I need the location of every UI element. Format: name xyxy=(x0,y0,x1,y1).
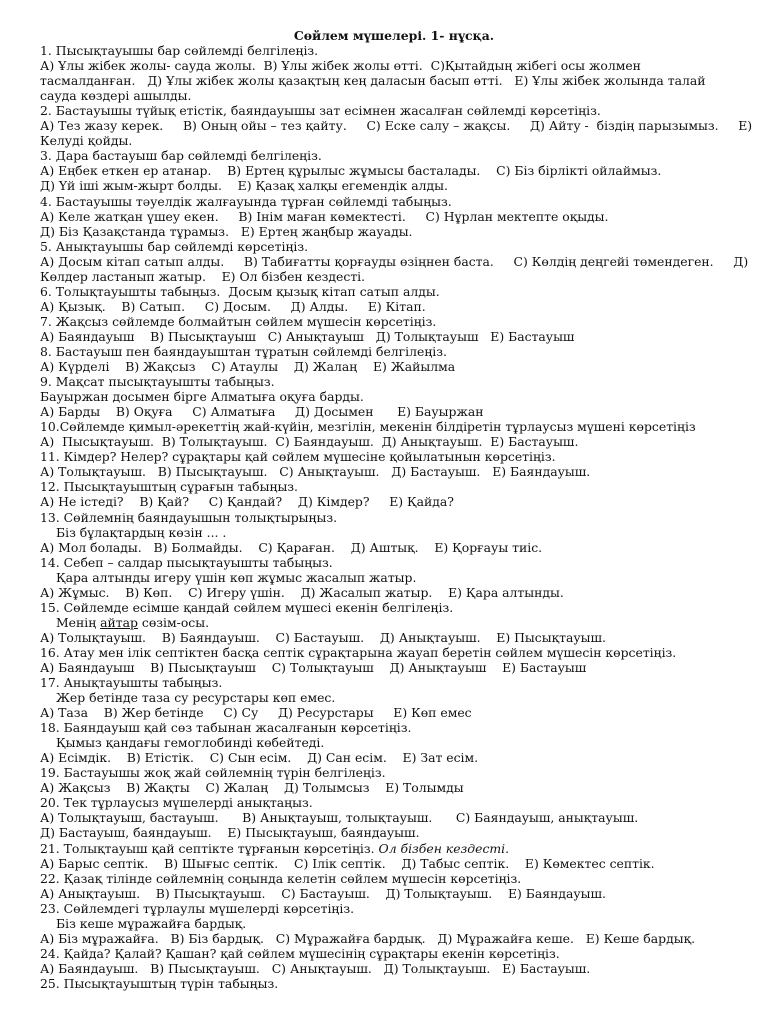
text-line: А) Барды В) Оқуға С) Алматыға Д) Досымен Е) Бауыржан xyxy=(40,404,484,420)
text-line: А) Еңбек еткен ер атанар. В) Ертең құрылыс жұмысы басталады. С) Біз бірлікті ойлаймыз. xyxy=(40,163,662,179)
text-line xyxy=(40,841,748,856)
text-line: А) Келе жатқан үшеу екен. В) Інім маған көмектесті. С) Нұрлан мектепте оқыды. xyxy=(40,208,609,224)
text-line: 6. Толықтауышты табыңыз. Досым қызық кітап сатып алды. xyxy=(40,283,440,299)
text-line: А) Қызық. В) Сатып. С) Досым. Д) Алды. Е) Кітап. xyxy=(40,298,426,314)
example-sentence: Қымыз қандағы гемоглобинді көбейтеді. xyxy=(56,735,325,751)
text-line: А) Есімдік. В) Етістік. С) Сын есім. Д) Сан есім. Е) Зат есім. xyxy=(40,750,479,766)
text-line: 1. Пысықтауышы бар сөйлемді белгілеңіз. xyxy=(40,43,319,59)
example-sentence: Қара алтынды игеру үшін көп жұмыс жасалып жатыр. xyxy=(56,569,417,585)
text-line: 11. Кімдер? Нелер? сұрақтары қай сөйлем мүшесіне қойылатынын көрсетіңіз. xyxy=(40,449,556,465)
text-line: А) Таза В) Жер бетінде С) Су Д) Ресурстары Е) Көп емес xyxy=(40,705,472,721)
text-line: 7. Жақсыз сөйлемде болмайтын сөйлем мүшесін көрсетіңіз. xyxy=(40,313,437,329)
italic-example: Ол бізбен кездесті. xyxy=(378,840,510,856)
text-line: 3. Дара бастауыш бар сөйлемді белгілеңіз. xyxy=(40,148,322,164)
text-line: А) Ұлы жібек жолы- сауда жолы. В) Ұлы жібек жолы өтті. С)Қытайдың жібегі осы жолмен xyxy=(40,58,641,74)
text-line: 4. Бастауышы тәуелдік жалғауында тұрған сөйлемді табыңыз. xyxy=(40,193,452,209)
text-line: 2. Бастауышы түйық етістік, баяндауышы зат есімнен жасалған сөйлемді көрсетіңіз. xyxy=(40,103,601,119)
text-line: 22. Қазақ тілінде сөйлемнің соңында келетін сөйлем мүшесін көрсетіңіз. xyxy=(40,870,522,886)
text-line: А) Толықтауыш. В) Пысықтауыш. С) Анықтауыш. Д) Бастауыш. Е) Баяндауыш. xyxy=(40,464,591,480)
text-line: тасмалданған. Д) Ұлы жібек жолы қазақтың кең даласын басып өтті. Е) Ұлы жібек жолында талай xyxy=(40,73,706,89)
text-line: А) Досым кітап сатып алды. В) Табиғатты қорғауды өзіңнен баста. С) Көлдің деңгейі төмендеген. Д) xyxy=(40,253,749,269)
text-line: А) Баяндауыш В) Пысықтауыш С) Толықтауыш Д) Анықтауыш Е) Бастауыш xyxy=(40,659,587,675)
text-line: 17. Анықтауышты табыңыз. xyxy=(40,675,223,691)
text-line: А) Толықтауыш. В) Баяндауыш. С) Бастауыш. Д) Анықтауыш. Е) Пысықтауыш. xyxy=(40,629,606,645)
text-line: 24. Қайда? Қалай? Қашан? қай сөйлем мүшесінің сұрақтары екенін көрсетіңіз. xyxy=(40,945,560,961)
example-prefix: Менің xyxy=(56,614,101,630)
text-line: А) Мол болады. В) Болмайды. С) Қараған. Д) Аштық. Е) Қорғауы тиіс. xyxy=(40,539,543,555)
example-suffix: сөзім-осы. xyxy=(137,614,210,630)
page-title: Сөйлем мүшелері. 1- нұсқа. xyxy=(293,28,495,43)
text-line: Д) Үй іші жым-жырт болды. Е) Қазақ халқы егемендік алды. xyxy=(40,178,448,194)
text-line: А) Анықтауыш. В) Пысықтауыш. С) Бастауыш. Д) Толықтауыш. Е) Баяндауыш. xyxy=(40,885,606,901)
text-line: А) Баяндауыш. В) Пысықтауыш. С) Анықтауыш. Д) Толықтауыш. Е) Бастауыш. xyxy=(40,960,591,976)
text-line: 13. Сөйлемнің баяндауышын толықтырыңыз. xyxy=(40,509,338,525)
text-line: А) Күрделі В) Жақсыз С) Атаулы Д) Жалаң Е) Жайылма xyxy=(40,359,456,375)
text-line: А) Тез жазу керек. В) Оның ойы – тез қайту. С) Еске салу – жақсы. Д) Айту - біздің парызымыз. Е) xyxy=(40,118,753,134)
text-line: А) Пысықтауыш. В) Толықтауыш. С) Баяндауыш. Д) Анықтауыш. Е) Бастауыш. xyxy=(40,434,579,450)
text-line: 14. Себеп – салдар пысықтауышты табыңыз. xyxy=(40,554,333,570)
text-line: Көлдер ластанып жатыр. Е) Ол бізбен кездесті. xyxy=(40,268,366,284)
text-line: А) Толықтауыш, бастауыш. В) Анықтауыш, толықтауыш. С) Баяндауыш, анықтауыш. xyxy=(40,810,639,826)
text-line: 23. Сөйлемдегі тұрлаулы мүшелерді көрсетіңіз. xyxy=(40,900,355,916)
example-sentence xyxy=(40,615,748,630)
text-line: 10.Сөйлемде қимыл-әрекеттің жай-күйін, мезгілін, мекенін білдіретін тұрлаусыз мүшені көрсетіңіз xyxy=(40,419,696,435)
underlined-word: айтар xyxy=(100,614,138,630)
text-line: 5. Анықтауышы бар сөйлемді көрсетіңіз. xyxy=(40,238,309,254)
text-line: 20. Тек тұрлаусыз мүшелерді анықтаңыз. xyxy=(40,795,313,811)
example-sentence: Жер бетінде таза су ресурстары көп емес. xyxy=(56,690,336,706)
text-line: А) Не істеді? В) Қай? С) Қандай? Д) Кімдер? Е) Қайда? xyxy=(40,494,454,510)
text-line: Д) Бастауыш, баяндауыш. Е) Пысықтауыш, баяндауыш. xyxy=(40,825,420,841)
text-line: А) Барыс септік. В) Шығыс септік. С) Ілік септік. Д) Табыс септік. Е) Көмектес септік. xyxy=(40,855,655,871)
text-line: Келуді қойды. xyxy=(40,133,133,149)
text-line: 12. Пысықтауыштың сұрағын табыңыз. xyxy=(40,479,299,495)
text-line: Бауыржан досымен бірге Алматыға оқуға барды. xyxy=(40,389,364,405)
text-line: А) Біз мұражайға. В) Біз бардық. С) Мұражайға бардық. Д) Мұражайға кеше. Е) Кеше бардық. xyxy=(40,930,696,946)
text-line: 8. Бастауыш пен баяндауыштан тұратын сөйлемді белгілеңіз. xyxy=(40,343,447,359)
text-line: 15. Сөйлемде есімше қандай сөйлем мүшесі екенін белгілеңіз. xyxy=(40,599,454,615)
text-line: сауда көздері ашылды. xyxy=(40,88,192,104)
text-line: А) Баяндауыш В) Пысықтауыш С) Анықтауыш Д) Толықтауыш Е) Бастауыш xyxy=(40,328,575,344)
text-line: 18. Баяндауыш қай сөз табынан жасалғанын көрсетіңіз. xyxy=(40,720,412,736)
example-sentence: Біз бұлақтардың көзін ... . xyxy=(56,524,227,540)
text-line: А) Жұмыс. В) Көп. С) Игеру үшін. Д) Жасалып жатыр. Е) Қара алтынды. xyxy=(40,584,564,600)
text-line: А) Жақсыз В) Жақты С) Жалаң Д) Толымсыз Е) Толымды xyxy=(40,780,464,796)
text-line: 19. Бастауышы жоқ жай сөйлемнің түрін белгілеңіз. xyxy=(40,765,386,781)
question-text: 21. Толықтауыш қай септікте тұрғанын көрсетіңіз. xyxy=(40,840,379,856)
example-sentence: Біз кеше мұражайға бардық. xyxy=(56,915,247,931)
text-line: 16. Атау мен ілік септіктен басқа септік сұрақтарына жауап беретін сөйлем мүшесін көрсетіңіз. xyxy=(40,644,677,660)
text-line: 9. Мақсат пысықтауышты табыңыз. xyxy=(40,374,275,390)
text-line: Д) Біз Қазақстанда тұрамыз. Е) Ертең жаңбыр жауады. xyxy=(40,223,413,239)
text-line: 25. Пысықтауыштың түрін табыңыз. xyxy=(40,975,279,991)
